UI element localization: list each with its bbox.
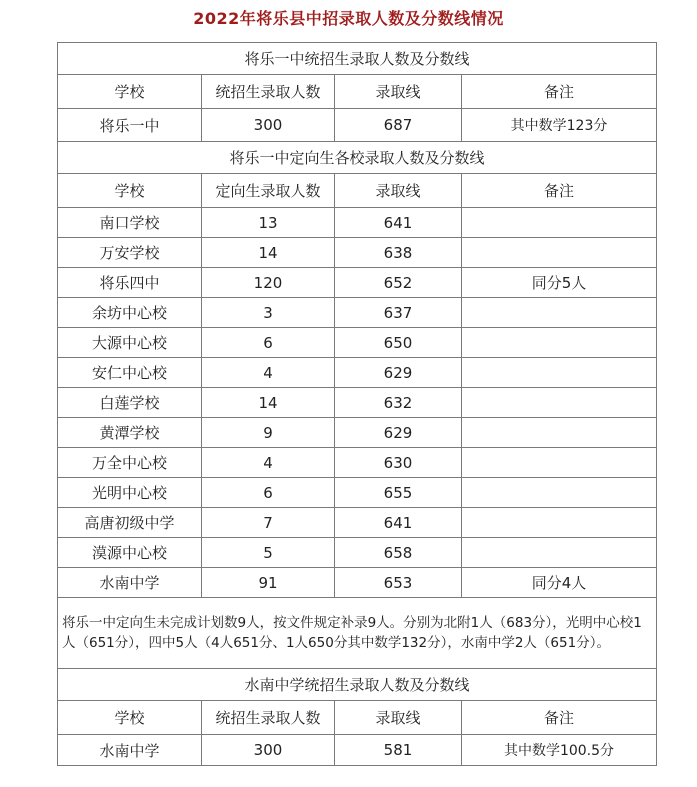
note-cell: 同分5人 (462, 268, 657, 298)
page-title: 2022年将乐县中招录取人数及分数线情况 (193, 9, 504, 28)
school-cell: 将乐四中 (58, 268, 202, 298)
note-cell (462, 538, 657, 568)
count-cell: 6 (202, 328, 335, 358)
school-cell: 高唐初级中学 (58, 508, 202, 538)
table-row (58, 508, 657, 538)
cutoff-cell: 632 (335, 388, 462, 418)
header-note: 备注 (462, 174, 657, 208)
table-row (58, 328, 657, 358)
school-cell: 安仁中心校 (58, 358, 202, 388)
section2-footnote-row (58, 598, 657, 669)
count-cell: 4 (202, 448, 335, 478)
header-cutoff: 录取线 (335, 174, 462, 208)
header-school: 学校 (58, 701, 202, 735)
cutoff-cell: 630 (335, 448, 462, 478)
count-cell: 120 (202, 268, 335, 298)
cutoff-cell: 638 (335, 238, 462, 268)
note-cell: 同分4人 (462, 568, 657, 598)
table-row (58, 478, 657, 508)
count-cell: 300 (202, 735, 335, 766)
count-cell: 300 (202, 109, 335, 142)
section2-title: 将乐一中定向生各校录取人数及分数线 (58, 142, 657, 174)
admission-table (57, 42, 657, 766)
header-count: 统招生录取人数 (202, 701, 335, 735)
table-row (58, 298, 657, 328)
header-note: 备注 (462, 75, 657, 109)
count-cell: 14 (202, 238, 335, 268)
section2-title-row (58, 142, 657, 174)
note-cell (462, 478, 657, 508)
section1-title: 将乐一中统招生录取人数及分数线 (58, 43, 657, 75)
school-cell: 水南中学 (58, 735, 202, 766)
count-cell: 9 (202, 418, 335, 448)
table-row (58, 109, 657, 142)
count-cell: 14 (202, 388, 335, 418)
table-row (58, 568, 657, 598)
table-row (58, 208, 657, 238)
note-cell (462, 238, 657, 268)
table-row (58, 735, 657, 766)
table-row (58, 358, 657, 388)
header-count: 定向生录取人数 (202, 174, 335, 208)
note-cell: 其中数学100.5分 (462, 735, 657, 766)
count-cell: 91 (202, 568, 335, 598)
header-note: 备注 (462, 701, 657, 735)
note-cell (462, 358, 657, 388)
table-row (58, 238, 657, 268)
note-cell (462, 208, 657, 238)
table-row (58, 268, 657, 298)
cutoff-cell: 687 (335, 109, 462, 142)
cutoff-cell: 655 (335, 478, 462, 508)
cutoff-cell: 581 (335, 735, 462, 766)
count-cell: 7 (202, 508, 335, 538)
school-cell: 白莲学校 (58, 388, 202, 418)
school-cell: 漠源中心校 (58, 538, 202, 568)
count-cell: 6 (202, 478, 335, 508)
school-cell: 光明中心校 (58, 478, 202, 508)
header-school: 学校 (58, 174, 202, 208)
count-cell: 4 (202, 358, 335, 388)
cutoff-cell: 641 (335, 208, 462, 238)
section3-title: 水南中学统招生录取人数及分数线 (58, 669, 657, 701)
count-cell: 3 (202, 298, 335, 328)
school-cell: 南口学校 (58, 208, 202, 238)
note-cell (462, 508, 657, 538)
table-row (58, 418, 657, 448)
section3-header-row (58, 701, 657, 735)
cutoff-cell: 652 (335, 268, 462, 298)
cutoff-cell: 629 (335, 418, 462, 448)
table-row (58, 538, 657, 568)
cutoff-cell: 641 (335, 508, 462, 538)
school-cell: 万全中心校 (58, 448, 202, 478)
school-cell: 万安学校 (58, 238, 202, 268)
cutoff-cell: 658 (335, 538, 462, 568)
cutoff-cell: 637 (335, 298, 462, 328)
section3-title-row (58, 669, 657, 701)
note-cell (462, 298, 657, 328)
header-cutoff: 录取线 (335, 701, 462, 735)
header-school: 学校 (58, 75, 202, 109)
header-count: 统招生录取人数 (202, 75, 335, 109)
note-cell: 其中数学123分 (462, 109, 657, 142)
school-cell: 黄潭学校 (58, 418, 202, 448)
school-cell: 余坊中心校 (58, 298, 202, 328)
cutoff-cell: 629 (335, 358, 462, 388)
school-cell: 大源中心校 (58, 328, 202, 358)
note-cell (462, 388, 657, 418)
table-row (58, 388, 657, 418)
header-cutoff: 录取线 (335, 75, 462, 109)
section2-header-row (58, 174, 657, 208)
count-cell: 13 (202, 208, 335, 238)
section2-footnote: 将乐一中定向生未完成计划数9人，按文件规定补录9人。分别为北附1人（683分），光明中心校1人（651分），四中5人（4人651分、1人650分其中数学132分），水南中学2人（651分）。 (58, 598, 657, 669)
note-cell (462, 328, 657, 358)
cutoff-cell: 653 (335, 568, 462, 598)
cutoff-cell: 650 (335, 328, 462, 358)
note-cell (462, 448, 657, 478)
table-row (58, 448, 657, 478)
count-cell: 5 (202, 538, 335, 568)
section1-title-row (58, 43, 657, 75)
note-cell (462, 418, 657, 448)
section1-header-row (58, 75, 657, 109)
school-cell: 将乐一中 (58, 109, 202, 142)
school-cell: 水南中学 (58, 568, 202, 598)
